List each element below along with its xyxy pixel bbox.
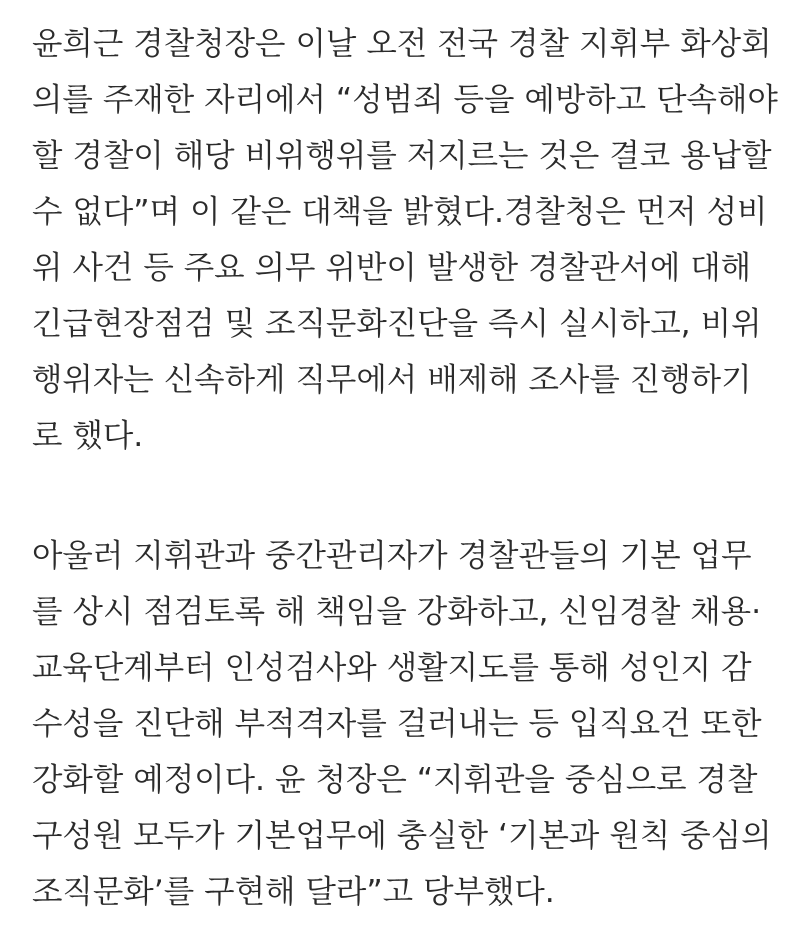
text-line: 강화할 예정이다. 윤 청장은 “지휘관을 중심으로 경찰 <box>32 762 758 798</box>
text-line: 할 경찰이 해당 비위행위를 저지르는 것은 결코 용납할 <box>32 138 772 174</box>
text-line: 수성을 진단해 부적격자를 걸러내는 등 입직요건 또한 <box>32 706 762 742</box>
text-line: 조직문화’를 구현해 달라”고 당부했다. <box>32 874 555 910</box>
text-line: 윤희근 경찰청장은 이날 오전 전국 경찰 지휘부 화상회 <box>32 26 772 62</box>
text-line: 교육단계부터 인성검사와 생활지도를 통해 성인지 감 <box>32 650 752 686</box>
paragraph-1 <box>32 0 784 464</box>
text-line: 의를 주재한 자리에서 “성범죄 등을 예방하고 단속해야 <box>32 82 778 118</box>
text-line: 위 사건 등 주요 의무 위반이 발생한 경찰관서에 대해 <box>32 250 752 286</box>
text-line: 긴급현장점검 및 조직문화진단을 즉시 실시하고, 비위 <box>32 306 762 342</box>
text-line: 구성원 모두가 기본업무에 충실한 ‘기본과 원칙 중심의 <box>32 818 772 854</box>
article-body <box>32 0 784 920</box>
text-line: 수 없다”며 이 같은 대책을 밝혔다.경찰청은 먼저 성비 <box>32 194 768 230</box>
text-line: 로 했다. <box>32 418 144 454</box>
paragraph-2 <box>32 464 784 920</box>
text-line: 를 상시 점검토록 해 책임을 강화하고, 신임경찰 채용· <box>32 594 762 630</box>
text-line: 아울러 지휘관과 중간관리자가 경찰관들의 기본 업무 <box>32 538 752 574</box>
text-line: 행위자는 신속하게 직무에서 배제해 조사를 진행하기 <box>32 362 752 398</box>
